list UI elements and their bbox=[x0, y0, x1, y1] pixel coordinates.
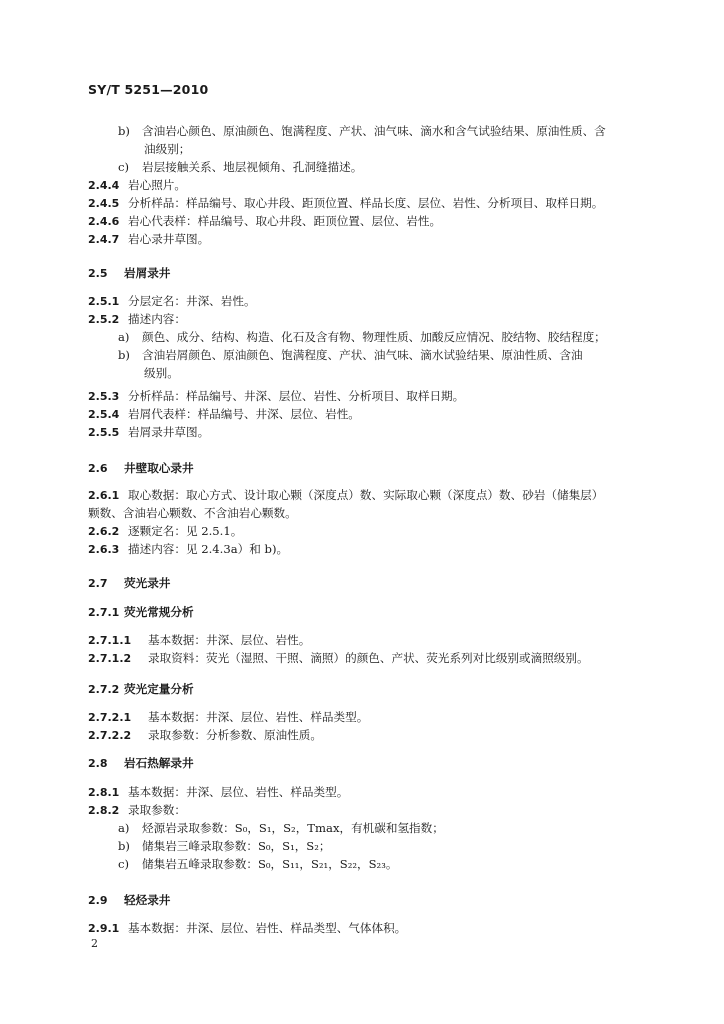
clause-line bbox=[144, 142, 190, 156]
item-label: a) bbox=[118, 821, 130, 835]
line-text: 分析样品：样品编号、井深、层位、岩性、分析项目、取样日期。 bbox=[128, 389, 465, 403]
clause-number: 2.7.2 bbox=[88, 683, 120, 696]
section-heading bbox=[88, 605, 194, 620]
clause-line bbox=[88, 178, 186, 193]
clause-line bbox=[88, 524, 242, 539]
clause-line bbox=[88, 710, 368, 725]
clause-number: 2.5.5 bbox=[88, 426, 120, 439]
line-text: 描述内容：见 2.4.3a）和 b)。 bbox=[128, 542, 289, 556]
clause-number: 2.7 bbox=[88, 577, 108, 590]
list-item bbox=[118, 330, 606, 344]
list-item bbox=[118, 821, 444, 835]
line-text: 颜色、成分、结构、构造、化石及含有物、物理性质、加酸反应情况、胶结物、胶结程度； bbox=[142, 330, 606, 344]
clause-number: 2.5.3 bbox=[88, 390, 120, 403]
clause-line bbox=[88, 232, 209, 247]
line-text: 岩石热解录井 bbox=[124, 756, 194, 770]
section-heading bbox=[88, 756, 194, 771]
line-text: 颗数、含油岩心颗数、不含油岩心颗数。 bbox=[88, 506, 297, 520]
clause-number: 2.7.1.2 bbox=[88, 652, 132, 665]
line-text: 基本数据：井深、层位、岩性、样品类型。 bbox=[148, 710, 369, 724]
clause-number: 2.5.2 bbox=[88, 313, 120, 326]
section-heading bbox=[88, 576, 170, 591]
clause-line bbox=[88, 785, 348, 800]
line-text: 逐颗定名：见 2.5.1。 bbox=[128, 524, 243, 538]
standard-code-header: SY/T 5251—2010 bbox=[88, 82, 209, 97]
line-text: 岩心照片。 bbox=[128, 178, 186, 192]
item-label: a) bbox=[118, 330, 130, 344]
line-text: 岩心录井草图。 bbox=[128, 232, 210, 246]
list-item bbox=[118, 857, 397, 871]
clause-line bbox=[144, 366, 179, 380]
line-text: 含油岩心颜色、原油颜色、饱满程度、产状、油气味、滴水和含气试验结果、原油性质、含 bbox=[142, 124, 606, 138]
clause-number: 2.6.2 bbox=[88, 525, 120, 538]
line-text: 基本数据：井深、层位、岩性、样品类型。 bbox=[128, 785, 349, 799]
clause-line bbox=[88, 803, 186, 818]
list-item bbox=[118, 839, 331, 853]
line-text: 烃源岩录取参数：S₀，S₁，S₂，Tmax，有机碳和氢指数； bbox=[142, 821, 444, 835]
list-item bbox=[118, 160, 362, 174]
line-text: 岩层接触关系、地层视倾角、孔洞缝描述。 bbox=[142, 160, 363, 174]
clause-number: 2.6.1 bbox=[88, 489, 120, 502]
line-text: 储集岩三峰录取参数：S₀，S₁，S₂； bbox=[142, 839, 331, 853]
line-text: 井壁取心录井 bbox=[124, 461, 194, 475]
clause-number: 2.4.4 bbox=[88, 179, 120, 192]
clause-line bbox=[88, 728, 322, 743]
item-label: b) bbox=[118, 124, 130, 138]
clause-number: 2.6.3 bbox=[88, 543, 120, 556]
clause-line bbox=[88, 506, 297, 520]
line-text: 储集岩五峰录取参数：S₀，S₁₁，S₂₁，S₂₂，S₂₃。 bbox=[142, 857, 398, 871]
page-number: 2 bbox=[91, 937, 98, 950]
line-text: 岩屑录井 bbox=[124, 266, 171, 280]
item-label: c) bbox=[118, 160, 130, 174]
line-text: 描述内容： bbox=[128, 312, 186, 326]
clause-number: 2.8.1 bbox=[88, 786, 120, 799]
clause-number: 2.7.2.2 bbox=[88, 729, 132, 742]
line-text: 录取资料：荧光（湿照、干照、滴照）的颜色、产状、荧光系列对比级别或滴照级别。 bbox=[148, 651, 589, 665]
line-text: 岩心代表样：样品编号、取心井段、距顶位置、层位、岩性。 bbox=[128, 214, 442, 228]
clause-number: 2.6 bbox=[88, 462, 108, 475]
clause-line bbox=[88, 407, 360, 422]
line-text: 录取参数：分析参数、原油性质。 bbox=[148, 728, 322, 742]
clause-line bbox=[88, 389, 464, 404]
clause-number: 2.4.5 bbox=[88, 197, 120, 210]
clause-number: 2.5.1 bbox=[88, 295, 120, 308]
clause-line bbox=[88, 214, 441, 229]
line-text: 基本数据：井深、层位、岩性、样品类型、气体体积。 bbox=[128, 921, 407, 935]
line-text: 分析样品：样品编号、取心井段、距顶位置、样品长度、层位、岩性、分析项目、取样日期。 bbox=[128, 196, 604, 210]
line-text: 岩屑代表样：样品编号、井深、层位、岩性。 bbox=[128, 407, 360, 421]
line-text: 油级别； bbox=[144, 142, 191, 156]
clause-line bbox=[88, 488, 603, 503]
line-text: 荧光定量分析 bbox=[124, 682, 194, 696]
item-label: b) bbox=[118, 348, 130, 362]
line-text: 荧光常规分析 bbox=[124, 605, 194, 619]
clause-line bbox=[88, 921, 406, 936]
clause-number: 2.9 bbox=[88, 894, 108, 907]
line-text: 录取参数： bbox=[128, 803, 186, 817]
clause-number: 2.4.7 bbox=[88, 233, 120, 246]
clause-number: 2.7.1.1 bbox=[88, 634, 132, 647]
line-text: 轻烃录井 bbox=[124, 893, 171, 907]
item-label: c) bbox=[118, 857, 130, 871]
clause-line bbox=[88, 633, 310, 648]
list-item bbox=[118, 124, 606, 138]
clause-number: 2.9.1 bbox=[88, 922, 120, 935]
line-text: 荧光录井 bbox=[124, 576, 171, 590]
clause-number: 2.8.2 bbox=[88, 804, 120, 817]
clause-number: 2.7.2.1 bbox=[88, 711, 132, 724]
clause-line bbox=[88, 651, 589, 666]
line-text: 岩屑录井草图。 bbox=[128, 425, 210, 439]
clause-line bbox=[88, 312, 186, 327]
clause-number: 2.7.1 bbox=[88, 606, 120, 619]
clause-number: 2.4.6 bbox=[88, 215, 120, 228]
clause-number: 2.5 bbox=[88, 267, 108, 280]
line-text: 含油岩屑颜色、原油颜色、饱满程度、产状、油气味、滴水试验结果、原油性质、含油 bbox=[142, 348, 583, 362]
clause-line bbox=[88, 294, 256, 309]
section-heading bbox=[88, 461, 194, 476]
item-label: b) bbox=[118, 839, 130, 853]
line-text: 取心数据：取心方式、设计取心颗（深度点）数、实际取心颗（深度点）数、砂岩（储集层） bbox=[128, 488, 604, 502]
line-text: 级别。 bbox=[144, 366, 179, 380]
clause-number: 2.5.4 bbox=[88, 408, 120, 421]
section-heading bbox=[88, 266, 170, 281]
section-heading bbox=[88, 682, 194, 697]
line-text: 基本数据：井深、层位、岩性。 bbox=[148, 633, 311, 647]
clause-line bbox=[88, 425, 209, 440]
line-text: 分层定名：井深、岩性。 bbox=[128, 294, 256, 308]
section-heading bbox=[88, 893, 170, 908]
clause-line bbox=[88, 542, 288, 557]
clause-number: 2.8 bbox=[88, 757, 108, 770]
list-item bbox=[118, 348, 583, 362]
clause-line bbox=[88, 196, 603, 211]
